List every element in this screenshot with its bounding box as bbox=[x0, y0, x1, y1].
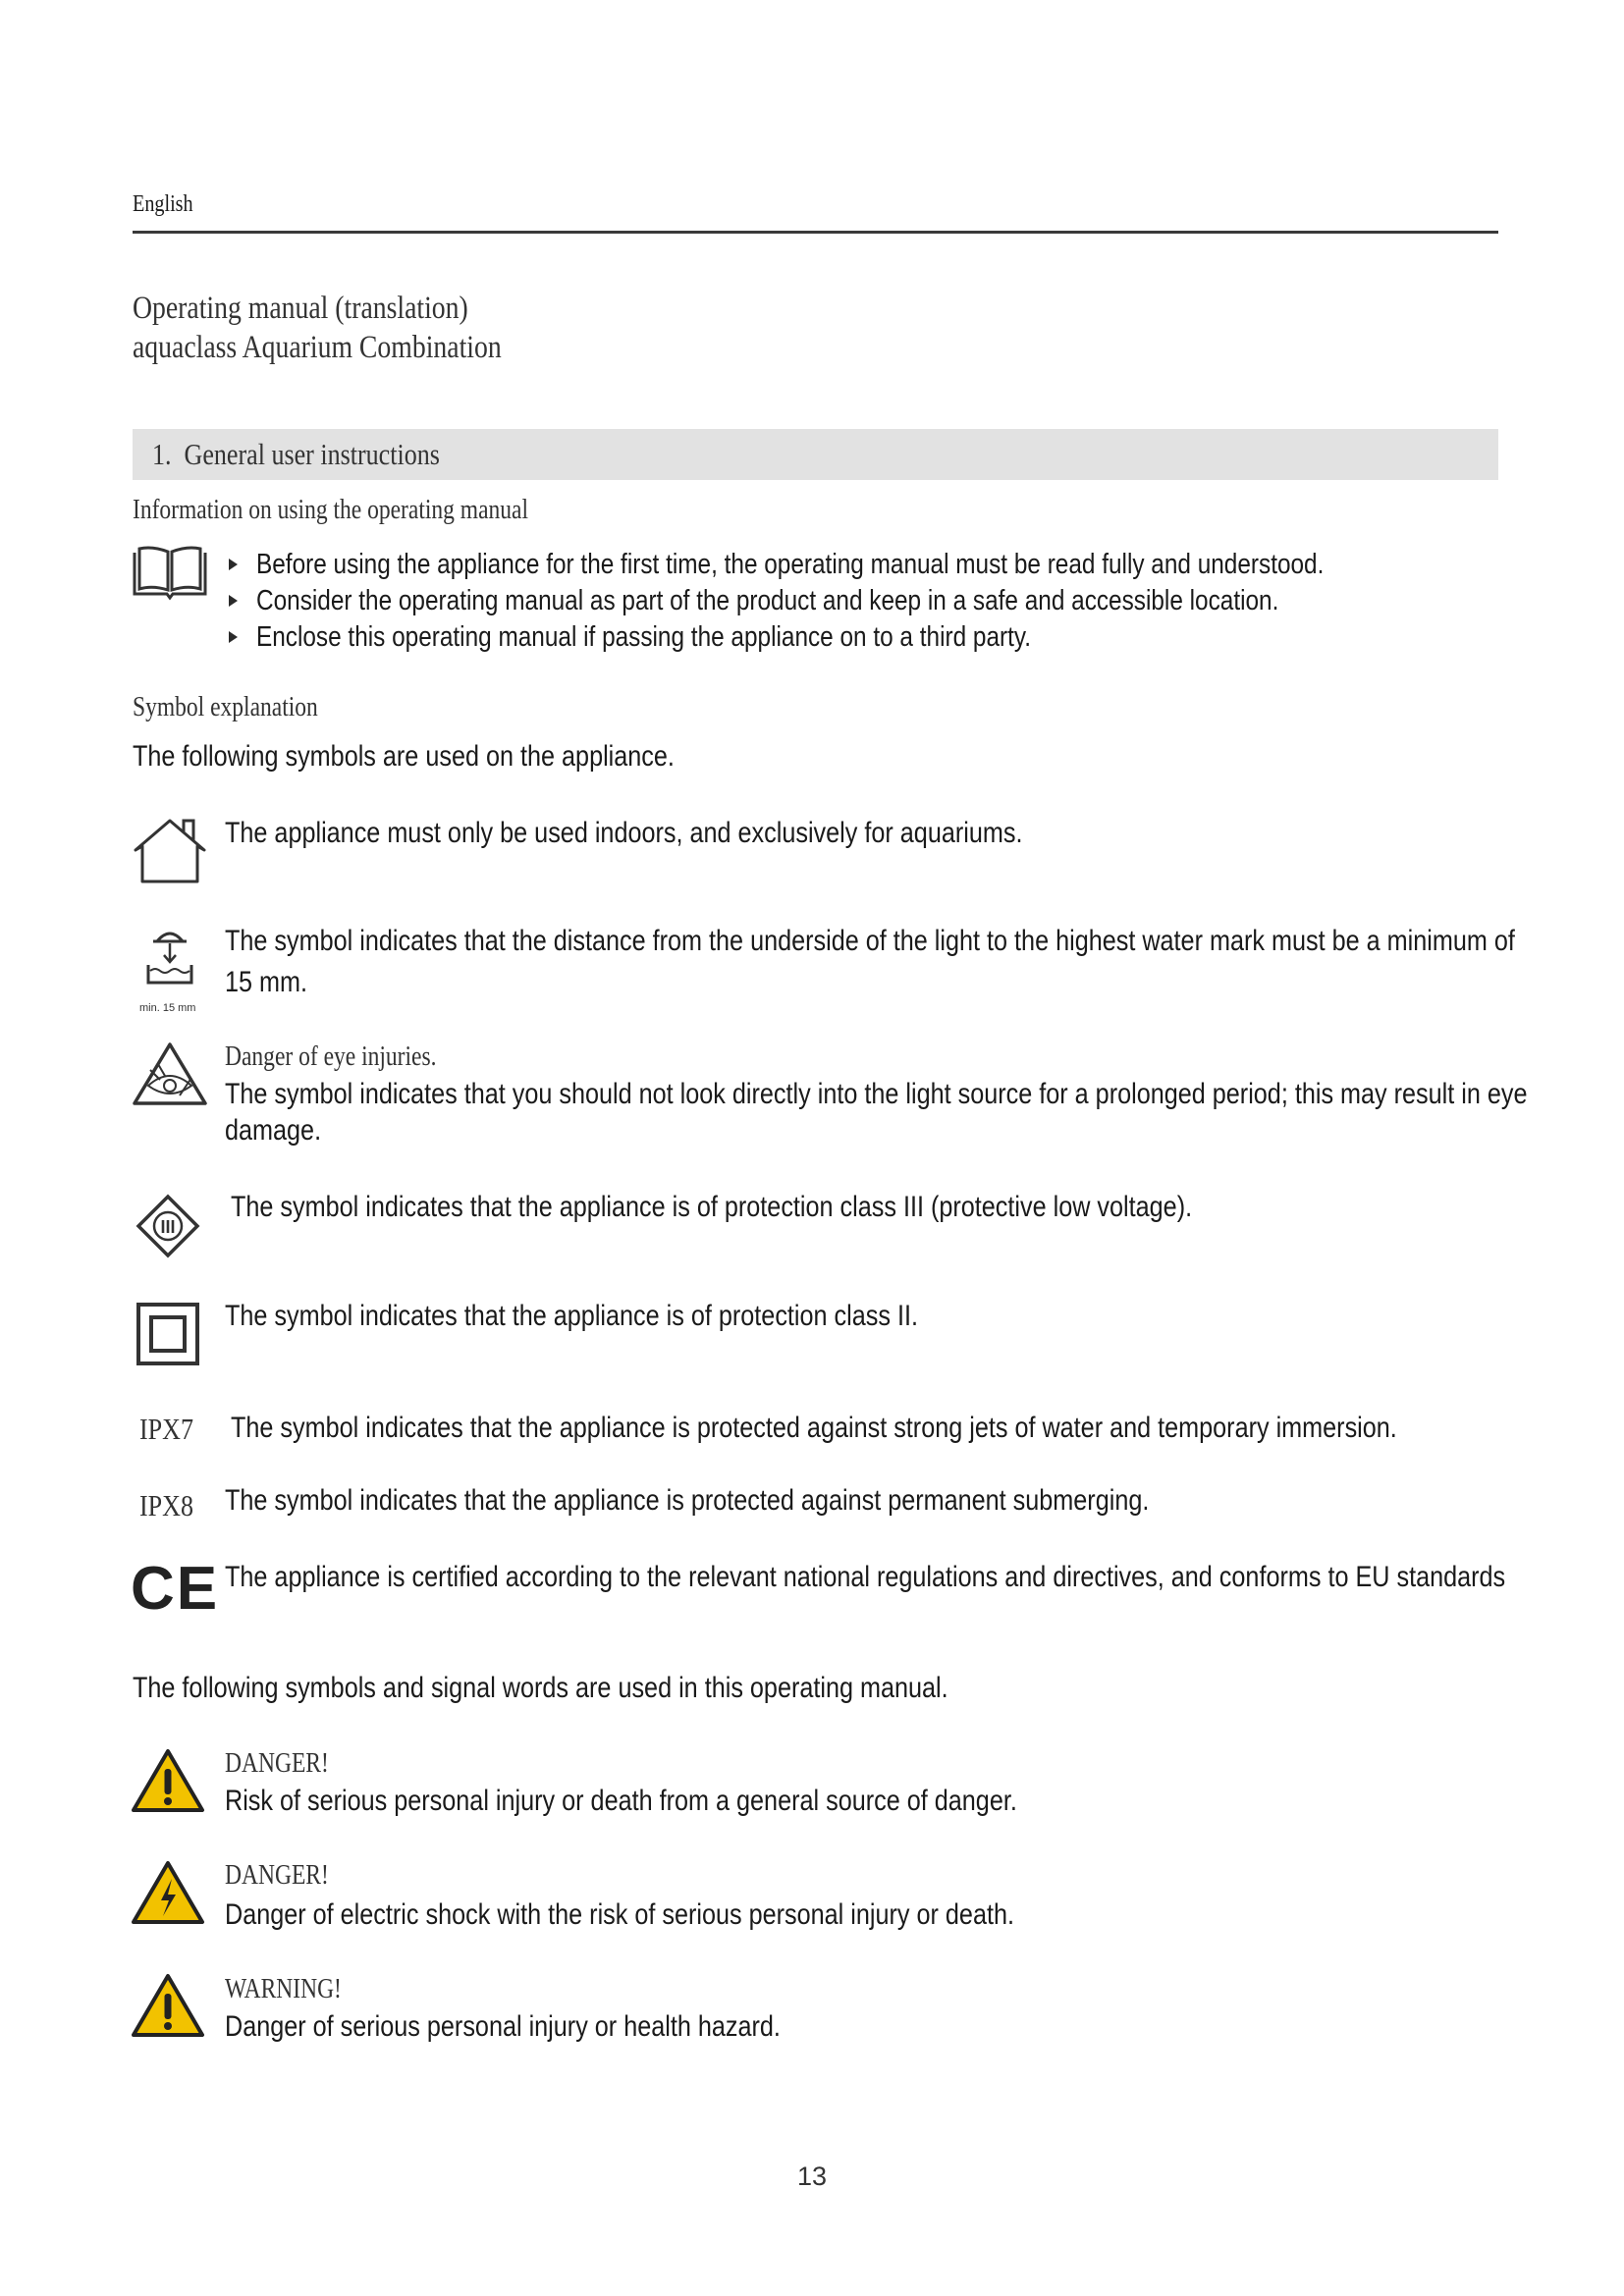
section-number: 1. bbox=[152, 437, 172, 471]
title-line-2: aquaclass Aquarium Combination bbox=[133, 330, 502, 365]
warning-exclamation-icon bbox=[131, 1972, 205, 2039]
bullet-item: Before using the appliance for the first time, the operating manual must be read fully and understood. bbox=[256, 549, 1325, 580]
water-distance-icon bbox=[145, 928, 194, 998]
bullet-item: Enclose this operating manual if passing the appliance on to a third party. bbox=[256, 621, 1032, 653]
ipx7-label: IPX7 bbox=[139, 1412, 193, 1446]
header-rule bbox=[133, 231, 1498, 234]
bullet-marker bbox=[229, 631, 238, 643]
section-title: General user instructions bbox=[184, 437, 440, 471]
protection-class-ii-icon bbox=[136, 1303, 199, 1365]
section-heading bbox=[152, 436, 495, 473]
warning-exclamation-icon bbox=[131, 1747, 205, 1814]
symbol-class3-text: The symbol indicates that the appliance is of protection class III (protective low voltage). bbox=[231, 1191, 1193, 1223]
symbol-class2-text: The symbol indicates that the appliance is of protection class II. bbox=[225, 1300, 918, 1332]
eye-danger-title: Danger of eye injuries. bbox=[225, 1041, 437, 1072]
ipx8-label: IPX8 bbox=[139, 1488, 193, 1522]
warning-title: WARNING! bbox=[225, 1974, 342, 2004]
danger-general-text: Risk of serious personal injury or death from a general source of danger. bbox=[225, 1785, 1017, 1817]
eye-danger-icon bbox=[131, 1041, 209, 1107]
danger-title: DANGER! bbox=[225, 1748, 329, 1779]
bullet-marker bbox=[229, 559, 238, 570]
warning-electric-icon bbox=[131, 1859, 205, 1926]
bullet-item: Consider the operating manual as part of the product and keep in a safe and accessible location. bbox=[256, 585, 1279, 616]
symbol-ce-text: The appliance is certified according to the relevant national regulations and directives, and conforms to EU standards bbox=[225, 1561, 1506, 1593]
symbol-eye-text: The symbol indicates that you should not look directly into the light source for a prolonged period; this may result in eye damage. bbox=[225, 1078, 1528, 1147]
danger-electric-text: Danger of electric shock with the risk of serious personal injury or death. bbox=[225, 1898, 1014, 1931]
svg-text:III: III bbox=[160, 1217, 176, 1237]
subheading-manual-info: Information on using the operating manual bbox=[133, 495, 529, 525]
symbol-distance-text: The symbol indicates that the distance from the underside of the light to the highest water mark must be a minimum of 15 mm. bbox=[225, 925, 1515, 998]
protection-class-iii-icon bbox=[135, 1194, 200, 1258]
subheading-symbols: Symbol explanation bbox=[133, 692, 318, 722]
bullet-marker bbox=[229, 595, 238, 607]
book-icon bbox=[131, 543, 209, 602]
symbols-intro: The following symbols are used on the appliance. bbox=[133, 740, 675, 773]
symbol-indoor-text: The appliance must only be used indoors, and exclusively for aquariums. bbox=[225, 817, 1023, 849]
ce-mark-icon: CE bbox=[131, 1555, 220, 1623]
house-icon bbox=[133, 815, 207, 883]
language-label: English bbox=[133, 191, 193, 217]
title-line-1: Operating manual (translation) bbox=[133, 291, 468, 326]
water-distance-caption: min. 15 mm bbox=[139, 1002, 196, 1014]
page-number: 13 bbox=[796, 2162, 828, 2191]
signal-words-intro: The following symbols and signal words are used in this operating manual. bbox=[133, 1672, 948, 1704]
danger-electric-title: DANGER! bbox=[225, 1860, 329, 1891]
warning-text: Danger of serious personal injury or health hazard. bbox=[225, 2010, 781, 2043]
symbol-ipx8-text: The symbol indicates that the appliance is protected against permanent submerging. bbox=[225, 1484, 1150, 1517]
document-title bbox=[133, 289, 571, 367]
symbol-ipx7-text: The symbol indicates that the appliance is protected against strong jets of water and temporary immersion. bbox=[231, 1412, 1397, 1444]
